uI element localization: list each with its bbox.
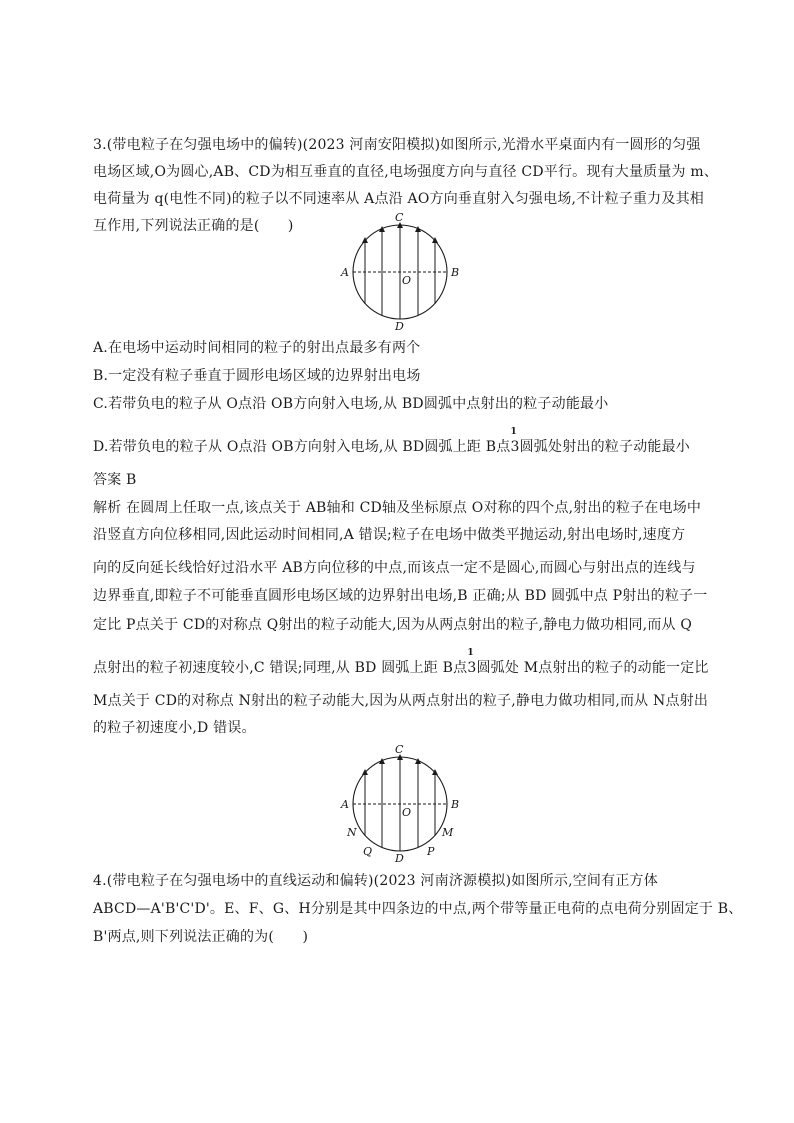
q3-line-2: 电场区域,O为圆心,AB、CD为相互垂直的直径,电场强度方向与直径 CD平行。现有大量质量为 m、 <box>93 164 719 180</box>
option-d-text-2: 圆弧处射出的粒子动能最小 <box>519 439 690 455</box>
option-c: C.若带负电的粒子从 O点沿 OB方向射入电场,从 BD圆弧中点射出的粒子动能最小 <box>93 396 609 412</box>
option-a: A.在电场中运动时间相同的粒子的射出点最多有两个 <box>93 340 421 356</box>
q4-line-3: B'两点,则下列说法正确的为( ) <box>93 929 309 945</box>
analysis-line-2: 沿竖直方向位移相同,因此运动时间相同,A 错误;粒子在电场中做类平抛运动,射出电场时,速度方 <box>93 527 686 543</box>
q3-line-1: 3.(带电粒子在匀强电场中的偏转)(2023 河南安阳模拟)如图所示,光滑水平桌面内有一圆形的匀强 <box>93 137 701 153</box>
analysis-line-1: 解析 在圆周上任取一点,该点关于 AB轴和 CD轴及坐标原点 O对称的四个点,射出的粒子在电场中 <box>93 500 702 516</box>
label-o: O <box>402 806 412 819</box>
q3-line-3: 电荷量为 q(电性不同)的粒子以不同速率从 A点沿 AO方向垂直射入匀强电场,不计粒子重力及其相 <box>93 191 704 207</box>
analysis-line-4: 边界垂直,即粒子不可能垂直圆形电场区域的边界射出电场,B 正确;从 BD 圆弧中点 P射出的粒子一 <box>93 588 708 604</box>
label-o: O <box>402 274 412 287</box>
fraction-denominator: 3 <box>510 439 520 455</box>
q4-line-1: 4.(带电粒子在匀强电场中的直线运动和偏转)(2023 河南济源模拟)如图所示,空间有正方体 <box>93 873 658 889</box>
label-b: B <box>451 266 460 279</box>
label-d: D <box>395 852 404 864</box>
analysis-line-8: 的粒子初速度小,D 错误。 <box>93 720 256 736</box>
label-a: A <box>341 266 349 279</box>
label-b: B <box>451 798 460 811</box>
fraction-one-third <box>510 427 520 457</box>
analysis-line-3: 向的反向延长线恰好过沿水平 AB方向位移的中点,而该点一定不是圆心,而圆心与射出点的连线与 <box>93 560 696 576</box>
q3-line-4: 互作用,下列说法正确的是( ) <box>93 218 294 234</box>
label-p: P <box>427 845 435 858</box>
label-c: C <box>395 211 404 224</box>
label-n: N <box>347 826 357 839</box>
analysis-line-7: M点关于 CD的对称点 N射出的粒子动能大,因为从两点射出的粒子,静电力做功相同,而从 N点射出 <box>93 693 709 709</box>
q4-line-2: ABCD—A'B'C'D'。E、F、G、H分别是其中四条边的中点,两个带等量正电荷的点电荷分别固定于 B、 <box>93 901 743 917</box>
answer: 答案 B <box>93 472 137 488</box>
analysis-line-6-text-2: 圆弧处 M点射出的粒子的动能一定比 <box>476 660 709 676</box>
option-b: B.一定没有粒子垂直于圆形电场区域的边界射出电场 <box>93 368 421 384</box>
fraction-numerator: 1 <box>510 427 517 437</box>
option-d <box>93 427 705 457</box>
fraction-one-third <box>467 648 477 678</box>
option-d-text-1: D.若带负电的粒子从 O点沿 OB方向射入电场,从 BD圆弧上距 B点 <box>93 439 511 455</box>
label-m: M <box>442 826 454 839</box>
analysis-line-6 <box>93 648 709 678</box>
field-circle-figure-2 <box>335 740 465 864</box>
fraction-numerator: 1 <box>467 648 474 658</box>
field-circle-figure-1 <box>335 208 465 332</box>
label-a: A <box>341 798 349 811</box>
label-q: Q <box>363 845 373 858</box>
label-d: D <box>395 320 404 332</box>
analysis-line-5: 定比 P点关于 CD的对称点 Q射出的粒子动能大,因为从两点射出的粒子,静电力做功相同,而从 Q <box>93 617 693 633</box>
label-c: C <box>395 743 404 756</box>
analysis-line-6-text-1: 点射出的粒子初速度较小,C 错误;同理,从 BD 圆弧上距 B点 <box>93 660 468 676</box>
fraction-denominator: 3 <box>467 660 477 676</box>
